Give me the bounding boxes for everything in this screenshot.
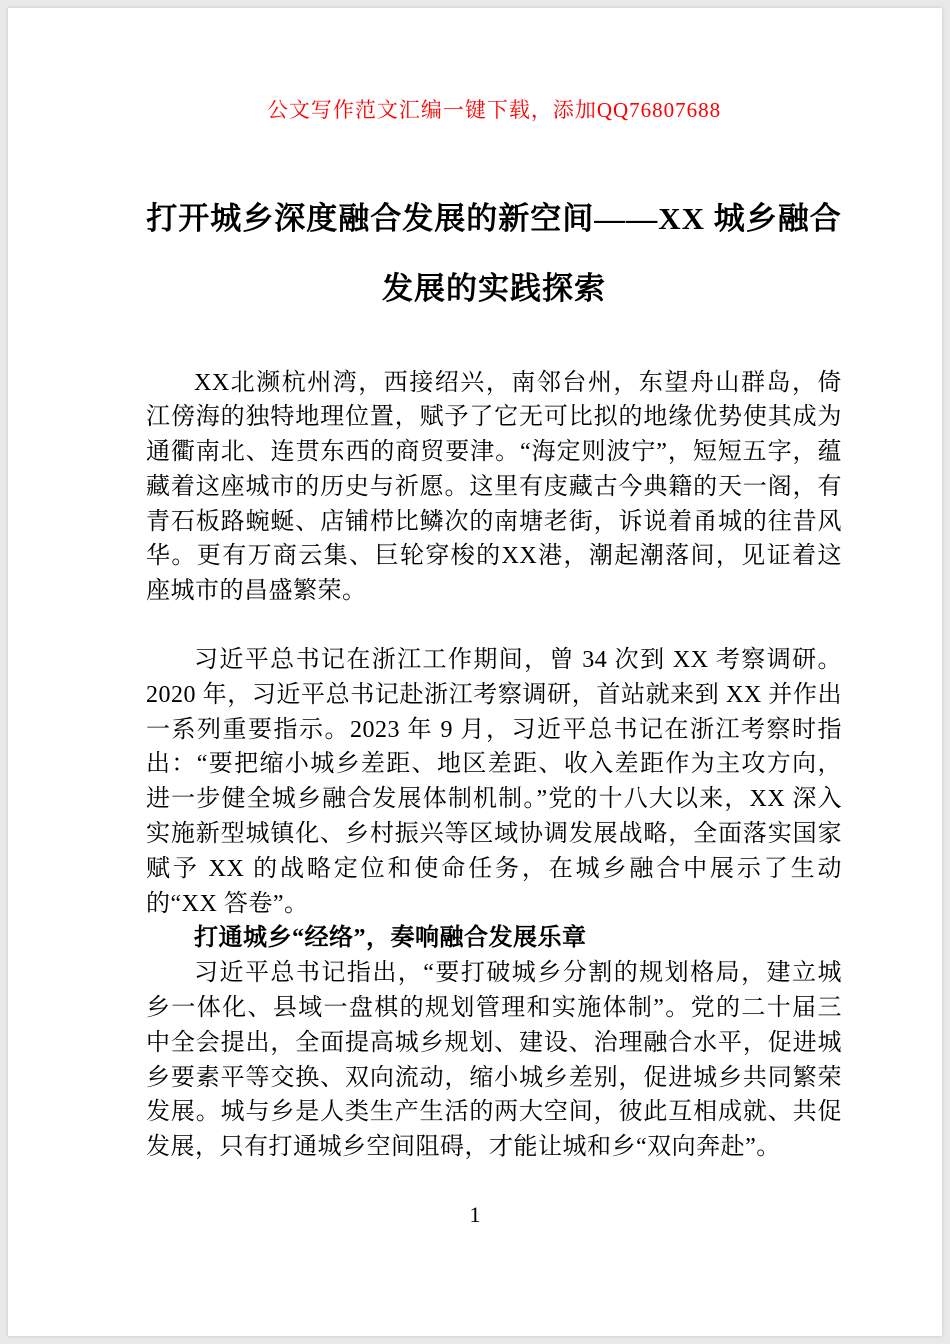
page-number: 1 [469,1202,481,1227]
document-title: 打开城乡深度融合发展的新空间——XX 城乡融合发展的实践探索 [146,201,842,306]
download-notice: 公文写作范文汇编一键下载，添加QQ76807688 [266,98,722,122]
document-body [146,366,842,1166]
page-content [8,94,942,1165]
paragraph-subheading: 打通城乡“经络”，奏响融合发展乐章 [194,925,587,952]
paragraph-intro: XX北濒杭州湾，西接绍兴，南邻台州，东望舟山群岛，倚江傍海的独特地理位置，赋予了它无可比拟的地缘优势使其成为通衢南北、连贯东西的商贸要津。“海定则波宁”，短短五字，蕴藏着这座城市的历史与祈愿。这里有庋藏古今典籍的天一阁，有青石板路蜿蜒、店铺栉比鳞次的南塘老街，诉说着甬城的往昔风华。更有万商云集、巨轮穿梭的XX港，潮起潮落间，见证着这座城市的昌盛繁荣。 [146,369,842,605]
paragraph-background: 习近平总书记在浙江工作期间，曾 34 次到 XX 考察调研。2020 年，习近平总书记赴浙江考察调研，首站就来到 XX 并作出一系列重要指示。2023 年 9 月，习近平总书记在浙江考察时指出：“要把缩小城乡差距、地区差距、收入差距作为主攻方向，进一步健全城乡融合发展体制机制。”党的十八大以来，XX 深入实施新型城镇化、乡村振兴等区域协调发展战略，全面落实国家赋予 XX 的战略定位和使命任务，在城乡融合中展示了生动的“XX 答卷”。 [146,647,842,917]
paragraph-detail: 习近平总书记指出，“要打破城乡分割的规划格局，建立城乡一体化、县域一盘棋的规划管理和实施体制”。党的二十届三中全会提出，全面提高城乡规划、建设、治理融合水平，促进城乡要素平等交换、双向流动，缩小城乡差别，促进城乡共同繁荣发展。城与乡是人类生产生活的两大空间，彼此互相成就、共促发展，只有打通城乡空间阻碍，才能让城和乡“双向奔赴”。 [146,960,842,1161]
document-page [8,8,942,1336]
